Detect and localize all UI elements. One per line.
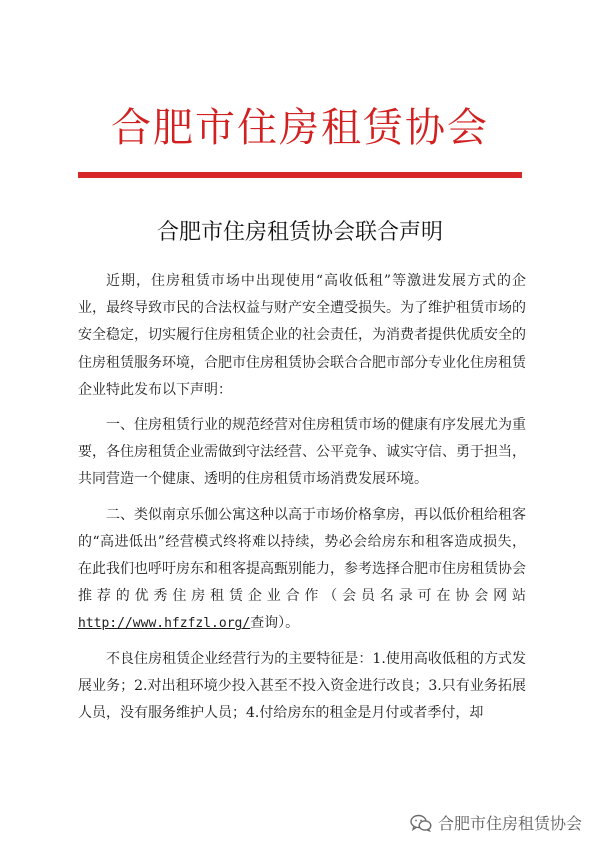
red-divider [78,172,522,178]
org-title: 合肥市住房租赁协会 [111,105,489,151]
paragraph-features: 不良住房租赁企业经营行为的主要特征是：1.使用高收低租的方式发展业务；2.对出租环境少投入甚至不投入资金进行改良；3.只有业务拓展人员，没有服务维护人员；4.付给房东的租金是月付或者季付，却 [78,650,526,722]
watermark-text: 合肥市住房租赁协会 [437,814,582,833]
wechat-watermark [410,811,582,834]
document-body [78,268,526,735]
document-title: 合肥市住房租赁协会联合声明 [156,220,443,245]
paragraph-point-2-tail: 查询）。 [250,615,300,632]
paragraph-intro: 近期，住房租赁市场中出现使用“高收低租”等激进发展方式的企业，最终导致市民的合法权益与财产安全遭受损失。为了维护租赁市场的安全稳定，切实履行住房租赁企业的社会责任，为消费者提供优质安全的住房租赁服务环境，合肥市住房租赁协会联合合肥市部分专业化住房租赁企业特此发布以下声明： [78,273,526,398]
association-website-link[interactable]: http://www.hfzfzl.org/ [78,616,251,632]
paragraph-point-2 [78,502,526,638]
wechat-icon [410,814,432,832]
paragraph-point-1: 一、住房租赁行业的规范经营对住房租赁市场的健康有序发展尤为重要，各住房租赁企业需做到守法经营、公平竞争、诚实守信、勇于担当，共同营造一个健康、透明的住房租赁市场消费发展环境。 [78,417,526,488]
paragraph-point-2-text: 二、类似南京乐伽公寓这种以高于市场价格拿房，再以低价租给租客的“高进低出”经营模式终将难以持续，势必会给房东和租客造成损失，在此我们也呼吁房东和租客提高甄别能力，参考选择合肥市住房租赁协会推荐的优秀住房租赁企业合作（会员名录可在协会网站 [78,506,526,605]
